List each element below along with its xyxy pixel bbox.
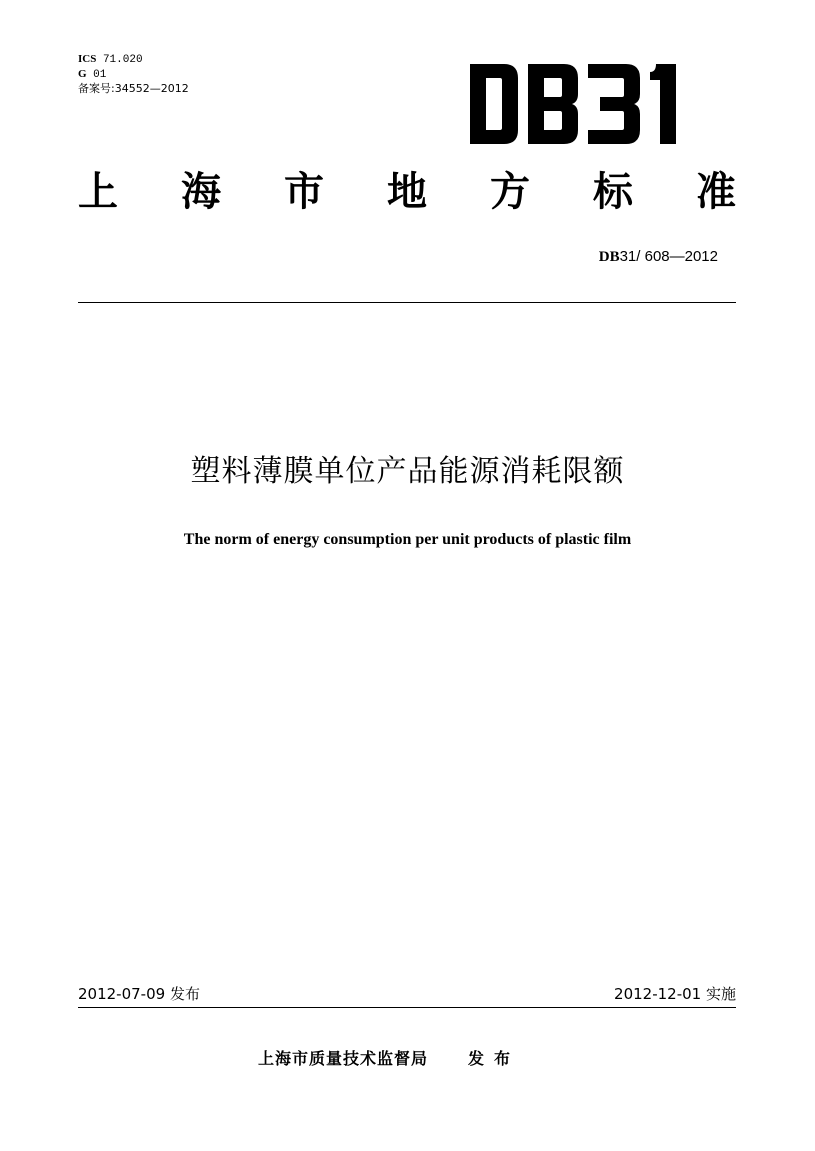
title-english: The norm of energy consumption per unit products of plastic film bbox=[183, 531, 632, 548]
meta-block bbox=[78, 52, 189, 96]
ccs-line bbox=[78, 67, 189, 82]
filing-number: 34552—2012 bbox=[114, 82, 189, 95]
document-number-prefix: DB bbox=[598, 249, 620, 265]
issuer-action: 发布 bbox=[468, 1049, 521, 1068]
bottom-divider bbox=[78, 1007, 736, 1008]
standard-type-char: 市 bbox=[284, 169, 324, 215]
filing-line bbox=[78, 82, 189, 96]
top-divider bbox=[78, 302, 736, 303]
issuer-org: 上海市质量技术监督局 bbox=[258, 1049, 429, 1068]
standard-type-title bbox=[78, 168, 736, 216]
implement-date: 2012-12-01 实施 bbox=[614, 985, 736, 1003]
publish-date: 2012-07-09 发布 bbox=[78, 985, 200, 1003]
db31-logo bbox=[470, 64, 692, 144]
document-number-rest: 31/ 608—2012 bbox=[619, 248, 718, 265]
standard-type-char: 地 bbox=[387, 169, 427, 215]
standard-type-char: 标 bbox=[593, 169, 633, 215]
ics-line bbox=[78, 52, 189, 67]
ccs-code: 01 bbox=[86, 69, 107, 81]
issuer-line bbox=[258, 1048, 520, 1070]
ics-code: 71.020 bbox=[96, 54, 143, 66]
standard-type-char: 海 bbox=[181, 169, 221, 215]
ccs-prefix: G bbox=[78, 68, 87, 80]
title-chinese: 塑料薄膜单位产品能源消耗限额 bbox=[190, 454, 625, 489]
standard-type-char: 准 bbox=[696, 169, 736, 215]
ics-prefix: ICS bbox=[78, 53, 97, 65]
filing-label: 备案号: bbox=[78, 82, 115, 95]
standard-type-char: 上 bbox=[78, 169, 118, 215]
document-number bbox=[599, 246, 718, 267]
standard-type-char: 方 bbox=[490, 169, 530, 215]
